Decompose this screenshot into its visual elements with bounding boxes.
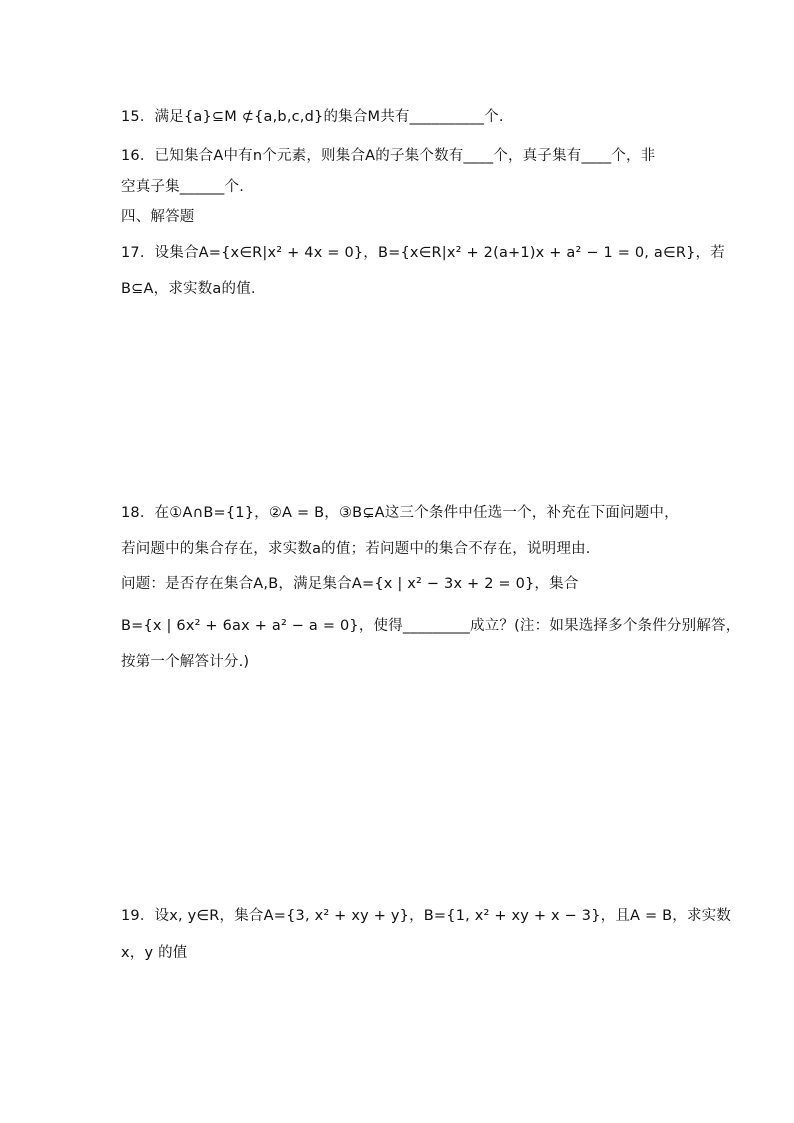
question-17-line-1: 17．设集合A={x∈R|x² + 4x = 0}，B={x∈R|x² + 2(a+1)x + a² − 1 = 0, a∈R}，若 (121, 245, 725, 261)
question-18-line-3: 问题：是否存在集合A,B，满足集合A={x | x² − 3x + 2 = 0}，集合 (121, 576, 579, 592)
section-heading-answer-questions: 四、解答题 (121, 209, 195, 225)
question-19-line-2: x，y 的值 (121, 945, 188, 961)
question-19-line-1: 19．设x, y∈R，集合A={3, x² + xy + y}，B={1, x² + xy + x − 3}，且A = B，求实数 (121, 908, 732, 924)
question-18-line-1: 18．在①A∩B={1}，②A = B，③B⊊A这三个条件中任选一个，补充在下面问题中， (121, 505, 679, 521)
question-18-line-5: 按第一个解答计分.) (121, 654, 250, 670)
question-18-line-4: B={x | 6x² + 6ax + a² − a = 0}，使得_________成立？(注：如果选择多个条件分别解答， (121, 618, 741, 634)
question-16-line-1: 16．已知集合A中有n个元素，则集合A的子集个数有____个，真子集有____个，非 (121, 148, 656, 164)
question-15-line-1: 15．满足{a}⊆M ⊄{a,b,c,d}的集合M共有__________个. (121, 109, 504, 125)
question-17-line-2: B⊆A，求实数a的值. (121, 281, 256, 297)
question-18-line-2: 若问题中的集合存在，求实数a的值；若问题中的集合不存在，说明理由. (121, 541, 591, 557)
question-16-line-2: 空真子集______个. (121, 179, 245, 195)
